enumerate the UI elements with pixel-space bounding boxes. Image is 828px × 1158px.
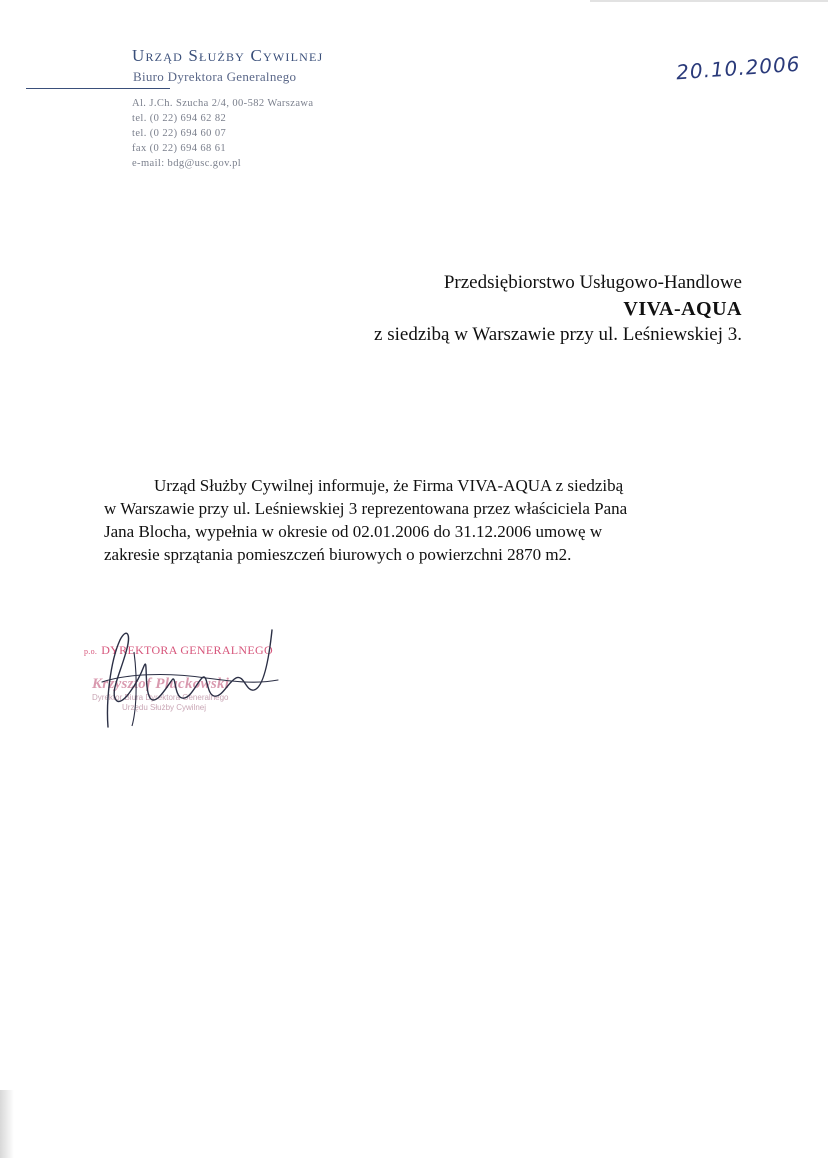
stamp-role-text: DYREKTORA GENERALNEGO [101, 643, 273, 657]
body-line: zakresie sprzątania pomieszczeń biurowych o powierzchni 2870 m2. [104, 545, 572, 564]
addressee-block [374, 270, 742, 348]
addressee-company: VIVA-AQUA [623, 298, 742, 320]
scan-left-edge [0, 1090, 14, 1158]
body-line: Jana Blocha, wypełnia w okresie od 02.01.2006 do 31.12.2006 umowę w [104, 522, 603, 541]
stamp-name: Krzysztof Pluckowski [92, 676, 230, 692]
addressee-line-3: z siedzibą w Warszawie przy ul. Leśniewskiej 3. [374, 324, 742, 345]
contact-phone-2: tel. (0 22) 694 60 07 [132, 128, 227, 139]
body-line: w Warszawie przy ul. Leśniewskiej 3 reprezentowana przez właściciela Pana [104, 499, 628, 518]
letterhead-subtitle: Biuro Dyrektora Generalnego [133, 69, 297, 84]
letterhead-contact [132, 96, 313, 171]
letter-body [104, 474, 744, 566]
handwritten-date: 20.10.2006 [675, 51, 802, 85]
stamp-prefix: p.o. [84, 647, 98, 656]
contact-email: e-mail: bdg@usc.gov.pl [132, 158, 242, 169]
stamp-office: Urzędu Służby Cywilnej [122, 703, 207, 712]
letterhead-divider [26, 88, 170, 89]
letterhead-title: Urząd Służby Cywilnej [132, 46, 324, 65]
signature-image [86, 622, 286, 732]
contact-address: Al. J.Ch. Szucha 2/4, 00-582 Warszawa [132, 98, 314, 109]
body-line: Urząd Służby Cywilnej informuje, że Firma VIVA-AQUA z siedzibą [154, 476, 624, 495]
contact-phone-1: tel. (0 22) 694 62 82 [132, 113, 227, 124]
addressee-line-1: Przedsiębiorstwo Usługowo-Handlowe [443, 272, 742, 293]
stamp-title: Dyrektor Biura Dyrektora Generalnego [92, 693, 229, 702]
contact-fax: fax (0 22) 694 68 61 [132, 143, 227, 154]
scan-top-edge [590, 0, 828, 2]
